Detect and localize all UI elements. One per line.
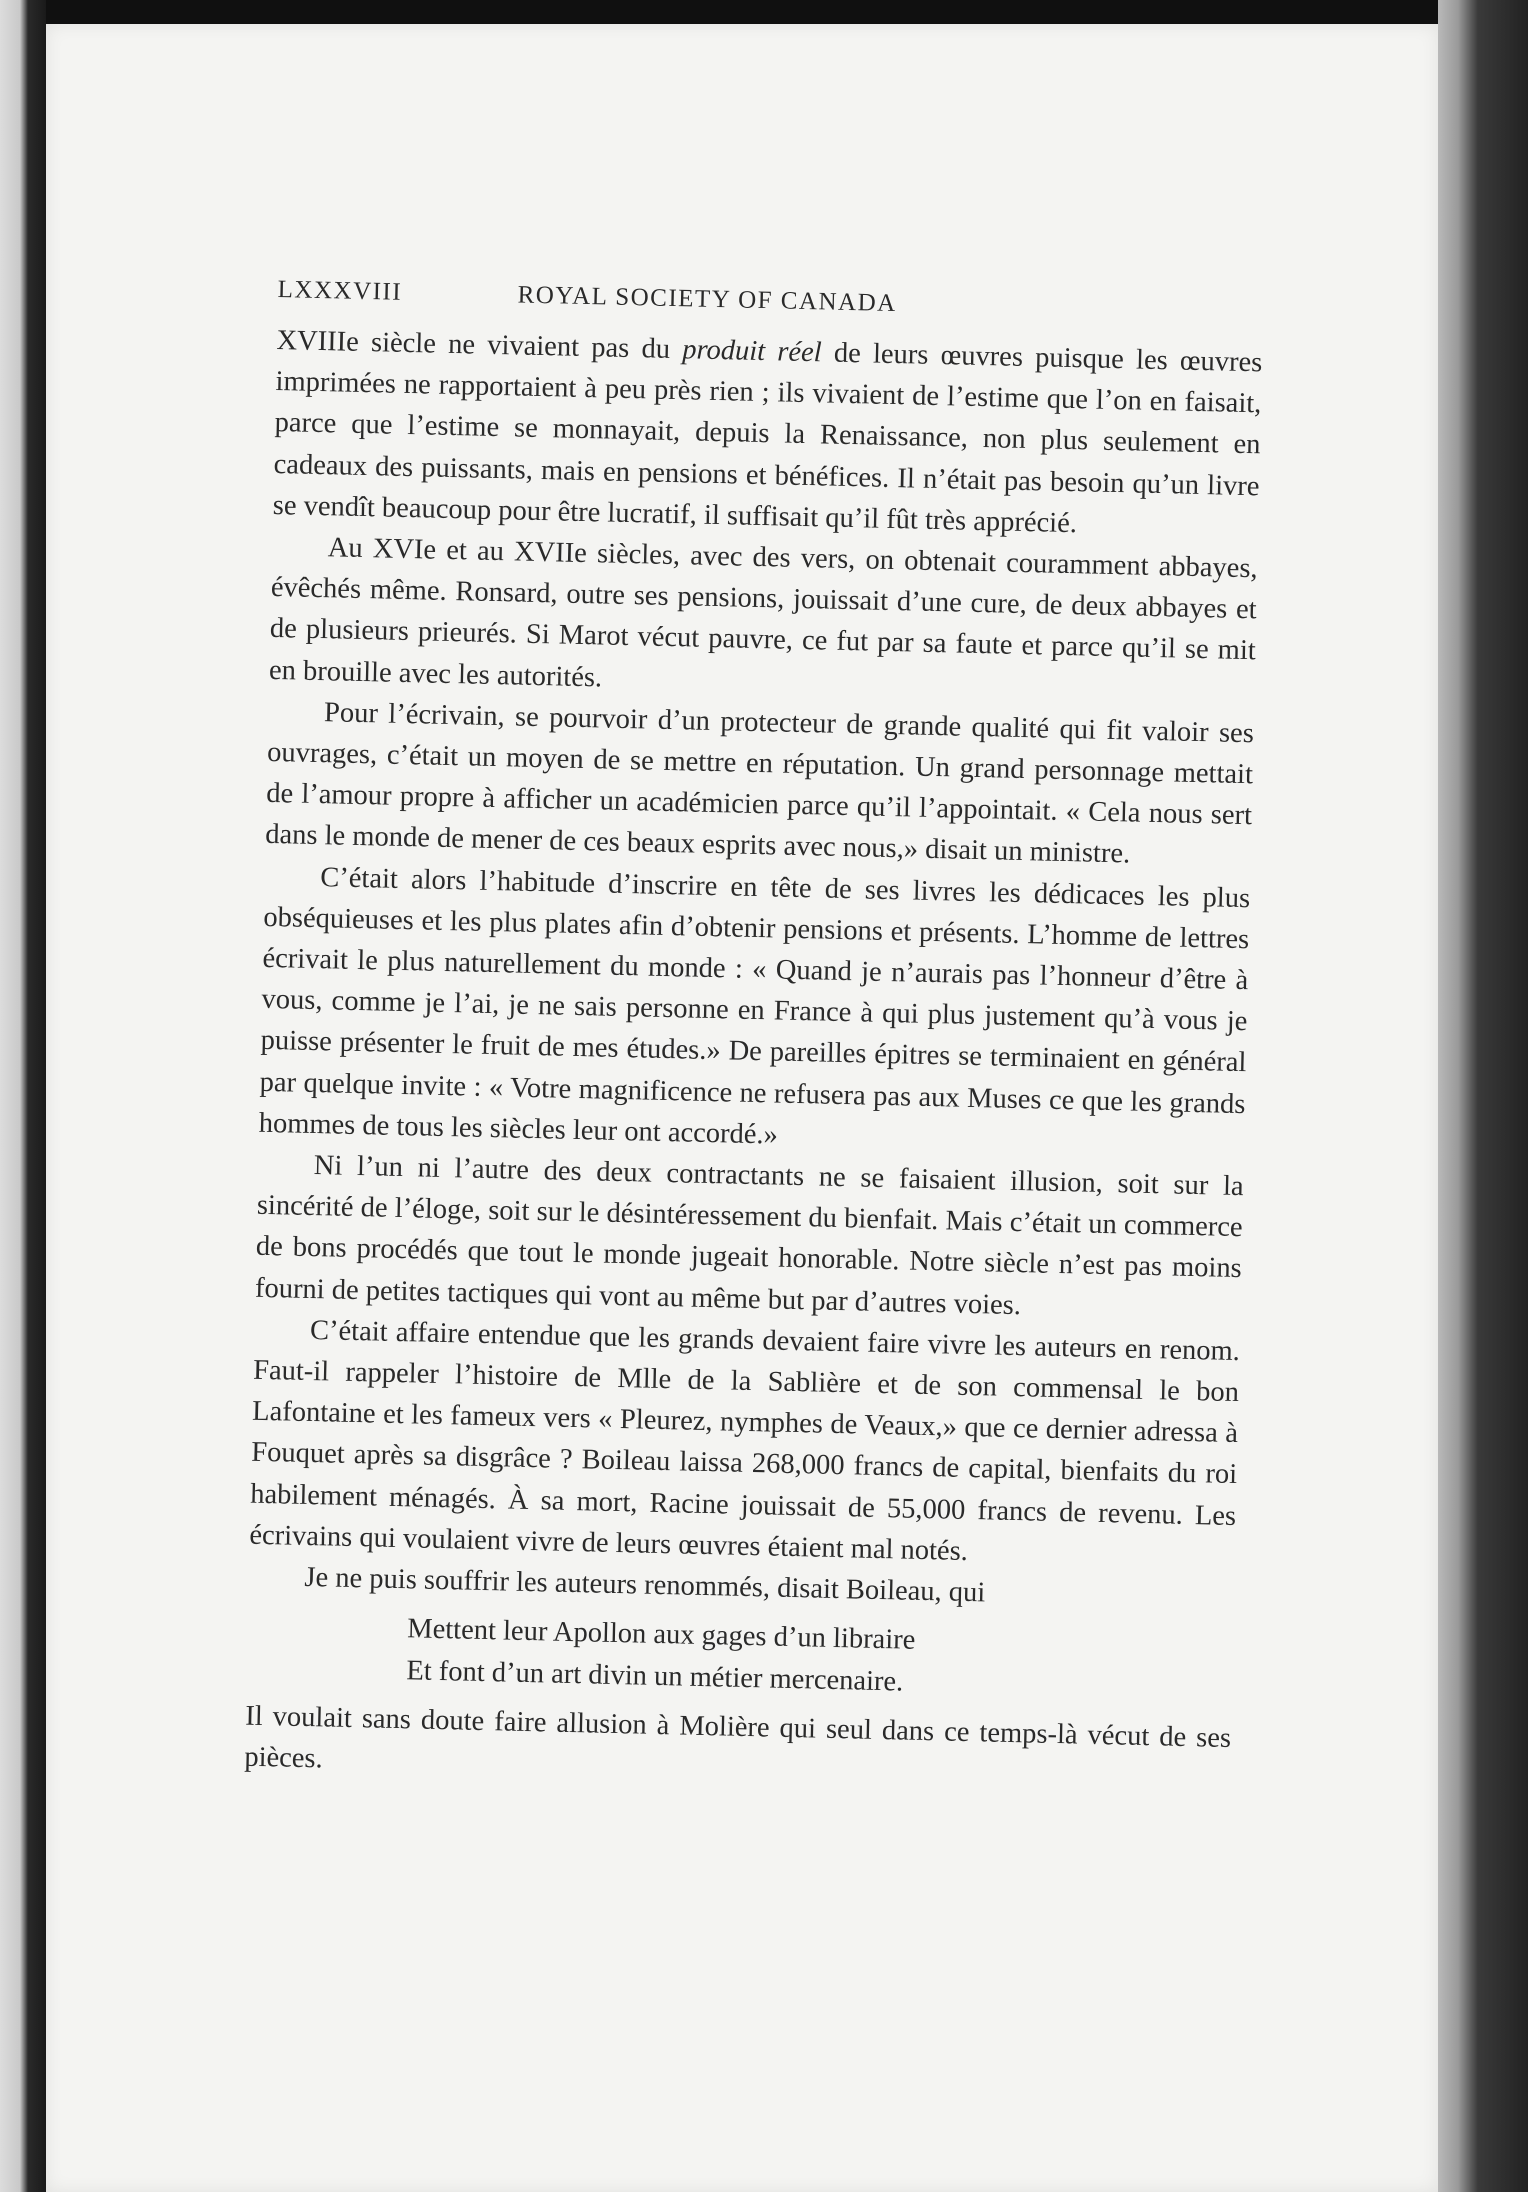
- scan-border-left: [0, 0, 46, 2192]
- verse-quotation: [406, 1609, 1234, 1710]
- paragraph-8: Il voulait sans doute faire allusion à Molière qui seul dans ce temps-là vécut de ses pièces.: [244, 1700, 1232, 1775]
- paragraph-1-start: XVIIIe siècle ne vivaient pas du: [276, 324, 683, 366]
- verse-line-2: Et font d’un art divin un métier mercenaire.: [406, 1654, 904, 1698]
- paragraph-1: [272, 320, 1262, 548]
- verse-line-1: Mettent leur Apollon aux gages d’un libraire: [406, 1613, 916, 1657]
- paragraph-6: C’était affaire entendue que les grands devaient faire vivre les auteurs en renom. Faut-il rappeler l’histoire de Mlle de la Sablière et de son commensal le bon Lafontaine et les fameux vers « Pleurez, nymphes de Veaux,» que ce dernier adressa à Fouquet après sa disgrâce ? Boileau laissa 268,000 francs de capital, bienfaits du roi habilement ménagés. À sa mort, Racine jouissait de 55,000 francs de revenu. Les écrivains qui voulaient vivre de leurs œuvres étaient mal notés.: [249, 1314, 1241, 1567]
- paragraph-7: Je ne puis souffrir les auteurs renommés, disait Boileau, qui: [304, 1562, 986, 1609]
- paragraph-1-rest: de leurs œuvres puisque les œuvres imprimées ne rapportaient à peu près rien ; ils vivaient de l’estime que l’on en faisait, parce que l’estime se monnayait, depuis la Renaissance, non plus seulement en cadeaux des puissants, mais en pensions et bénéfices. Il n’était pas besoin qu’un livre se vendît beaucoup pour être lucratif, il suffisait qu’il fût très apprécié.: [272, 337, 1263, 539]
- book-page: [46, 24, 1438, 2192]
- running-title: ROYAL SOCIETY OF CANADA: [517, 281, 898, 318]
- scan-border-top: [0, 0, 1528, 24]
- paragraph-1-emphasis: produit réel: [681, 334, 823, 369]
- paragraph-5: Ni l’un ni l’autre des deux contractants ne se faisaient illusion, soit sur la sincérité de l’éloge, soit sur le désintéressement du bienfait. Mais c’était un commerce de bons procédés que tout le monde jugeait honorable. Notre siècle n’est pas moins fourni de petites tactiques qui vont au même but par d’autres voies.: [254, 1150, 1244, 1321]
- page-number: LXXXVIII: [277, 276, 403, 306]
- paragraph-4: C’était alors l’habitude d’inscrire en tête de ses livres les dédicaces les plus obséquieuses et les plus plates afin d’obtenir pensions et présents. L’homme de lettres écrivait le plus naturellement du monde : « Quand je n’aurais pas l’honneur d’être à vous, comme je l’ai, je ne sais personne en France à qui plus justement qu’à vous je puisse présenter le fruit de mes études.» De pareilles épitres se terminaient en général par quelque invite : « Votre magnificence ne refusera pas aux Muses ce que les grands hommes de tous les siècles leur ont accordé.»: [258, 861, 1251, 1151]
- text-block: [244, 276, 1264, 1800]
- paragraph-3: Pour l’écrivain, se pourvoir d’un protecteur de grande qualité qui fit valoir ses ouvrages, c’était un moyen de se mettre en réputation. Un grand personnage mettait de l’amour propre à afficher un académicien parce qu’il l’appointait. « Cela nous sert dans le monde de mener de ces beaux esprits avec nous,» disait un ministre.: [264, 696, 1255, 870]
- paragraph-2: Au XVIe et au XVIIe siècles, avec des vers, on obtenait couramment abbayes, évêchés même. Ronsard, outre ses pensions, jouissait d’une cure, de deux abbayes et de plusieurs prieurés. Si Marot vécut pauvre, ce fut par sa faute et parce qu’il se mit en brouille avec les autorités.: [268, 532, 1258, 694]
- scan-border-right: [1438, 0, 1528, 2192]
